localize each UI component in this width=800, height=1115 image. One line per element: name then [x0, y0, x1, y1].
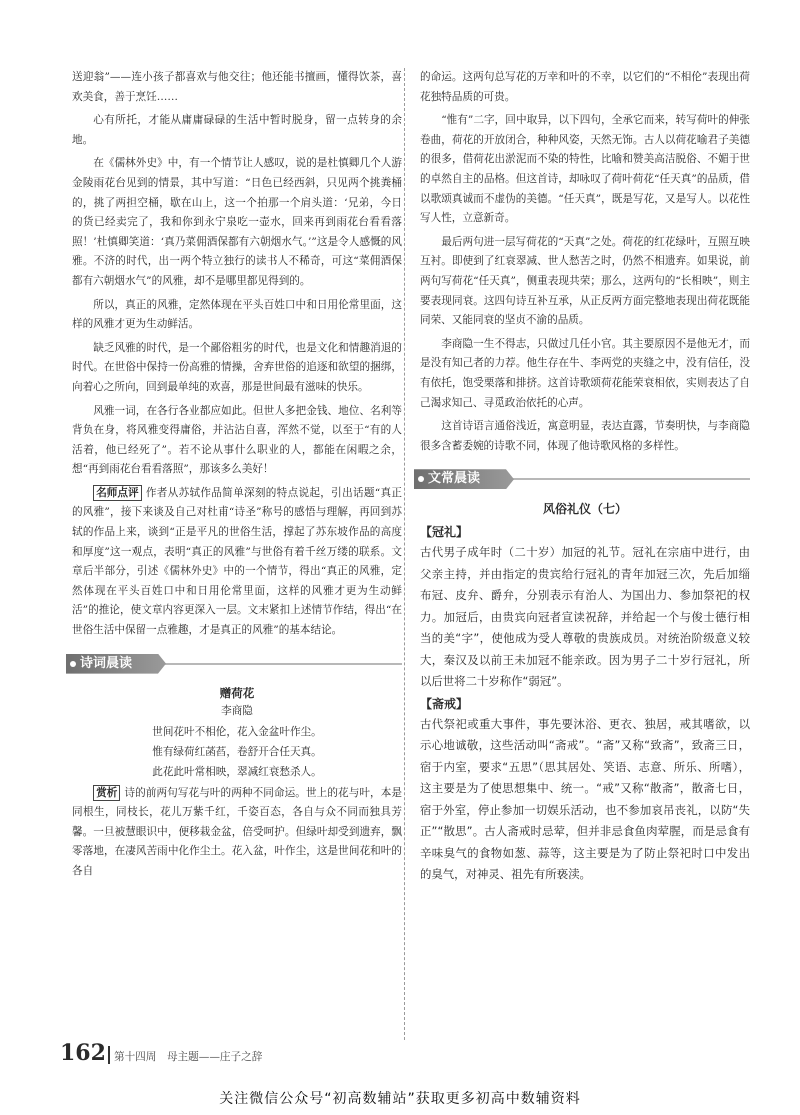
poem-line: 世间花叶不相伦，花入金盆叶作尘。	[152, 725, 322, 738]
etiquette-title: 风俗礼仪（七）	[542, 502, 627, 517]
section-banner-poetry	[66, 651, 402, 677]
banner-label: 诗词晨读	[80, 655, 133, 671]
body-paragraph: 的命运。这两句总写花的万幸和叶的不幸，以它们的“不相伦”表现出荷花独特品质的可贵。	[420, 71, 750, 103]
section-heading: 【斋戒】	[420, 696, 469, 711]
body-paragraph: “惟有”二字，回中取异，以下四句，全承它而来，转写荷叶的伸张卷曲，荷花的开放闭合，种种风姿，天然无饰。古人以荷花喻君子美德的很多，借荷花出淤泥而不染的特性，比喻和赞美高洁脱俗、不媚于世的卓然自主的品格。但这首诗，却咏叹了荷叶荷花“任天真”的品质，借以歌颂真诚而不虚伪的美德。“任天真”，既是写花，又是写人。以花性写人性，立意新奇。	[420, 114, 750, 225]
poem-line: 惟有绿荷红菡萏，卷舒开合任天真。	[152, 745, 322, 758]
page-number: 162	[60, 1040, 106, 1066]
appreciation-text: 诗的前两句写花与叶的两种不同命运。世上的花与叶，本是同根生，同枝长，花儿万紫千红，千姿百态，各自与众不同而独具芳馨。一旦被慧眼识中，便移栽金盆，倍受呵护。但绿叶却受到遗弃，飘零落地，在凄风苦雨中化作尘土。花入盆，叶作尘，这是世间花和叶的各自	[72, 786, 402, 877]
poem-title: 赠荷花	[219, 685, 255, 700]
column-divider	[404, 68, 405, 1040]
body-paragraph: 在《儒林外史》中，有一个情节让人感叹，说的是杜慎卿几个人游金陵雨花台见到的情景，其中写道：“日色已经西斜，只见两个挑粪桶的，挑了两担空桶，歇在山上，这一个拍那一个肩头道：‘兄弟，今日的货已经卖完了，我和你到永宁泉吃一壶水，回来再到雨花台看看落照！’杜慎卿笑道：‘真乃菜佣酒保都有六朝烟水气。’”这是令人感慨的风雅。不济的时代，出一两个特立独行的读书人不稀奇，可这“菜佣酒保都有六朝烟水气”的风雅，却不是哪里都见得到的。	[72, 157, 402, 287]
body-paragraph: 最后两句进一层写荷花的“天真”之处。荷花的红花绿叶，互照互映互衬。即使到了红衰翠减、世人愁苦之时，仍然不相遗弃。如果说，前两句写荷花“任天真”，侧重表现共荣；那么，这两句的“长相映”，则主要表现同衰。这四句诗互补互承，从正反两方面完整地表现出荷花既能同荣、又能同衰的坚贞不渝的品质。	[420, 235, 750, 327]
banner-dot-icon	[70, 661, 76, 667]
review-text: 作者从苏轼作品简单深刻的特点说起，引出话题“真正的风雅”，接下来谈及自己对杜甫“诗圣”称号的感悟与理解，再回到苏轼的作品上来，谈到“正是平凡的世俗生活，撑起了苏东坡作品的高度和厚度”这一观点，表明“真正的风雅”与世俗有着千丝万缕的联系。文章后半部分，引述《儒林外史》中的一个情节，得出“真正的风雅，定然体现在平头百姓口中和日用伦常里面，这样的风雅才更为生动鲜活”的推论，使文章内容更深入一层。文末紧扣上述情节作结，得出“在世俗生活中保留一点雅趣，才是真正的风雅”的基本结论。	[72, 486, 402, 637]
footer-rule	[108, 1046, 110, 1064]
body-paragraph: 李商隐一生不得志，只做过几任小官。其主要原因不是他无才，而是没有知己者的力荐。他生存在牛、李两党的夹缝之中，没有信任，没有依托，饱受栗落和排挤。这首诗歌颂荷花能荣衰相依，实则表达了自己渴求知己、寻觅政治依托的心声。	[420, 337, 750, 409]
banner-rule	[510, 478, 750, 480]
section-banner-literature	[414, 466, 750, 492]
page-footer	[60, 1040, 750, 1068]
banner-rule	[162, 663, 402, 665]
review-tag: 名师点评	[93, 485, 141, 501]
body-paragraph: 所以，真正的风雅，定然体现在平头百姓口中和日用伦常里面，这样的风雅才更为生动鲜活。	[72, 298, 402, 331]
poem-line: 此花此叶常相映，翠减红衰愁杀人。	[152, 765, 322, 778]
body-paragraph: 心有所托，才能从庸庸碌碌的生活中暂时脱身，留一点转身的余地。	[72, 114, 402, 146]
section-text: 古代祭祀或重大事件，事先要沐浴、更衣、独居，戒其嗜欲，以示心地诚敬，这些活动叫“斋戒”。“斋”又称“致斋”，致斋三日，宿于内室，要求“五思”（思其居处、笑语、志意、所乐、所嗜），这主要是为了使思想集中、统一。“戒”又称“散斋”，散斋七日，宿于外室，停止参加一切娱乐活动，也不参加哀吊丧礼，以防“失正”“散思”。古人斋戒时忌荤，但并非忌食鱼肉荤腥，而是忌食有辛味臭气的食物如葱、蒜等，这主要是为了防止祭祀时口中发出的臭气，对神灵、祖先有所亵渎。	[420, 716, 750, 882]
banner-label: 文常晨读	[428, 471, 481, 487]
appreciation	[72, 784, 402, 882]
body-paragraph: 送迎翁”——连小孩子都喜欢与他交往；他还能书擅画，懂得饮茶，喜欢美食，善于烹饪……	[72, 71, 402, 103]
running-footer: 第十四周 母主题——庄子之辞	[114, 1051, 263, 1063]
left-column	[72, 68, 402, 886]
body-paragraph: 缺乏风雅的时代，是一个鄙俗粗劣的时代，也是文化和情趣消退的时代。在世俗中保持一份高雅的情操，舍弃世俗的追逐和欲望的捆绑，向着心之所向，回到最单纯的欢喜，那是世间最有滋味的快乐。	[72, 341, 402, 393]
section-text: 古代男子成年时（二十岁）加冠的礼节。冠礼在宗庙中进行，由父亲主持，并由指定的贵宾给行冠礼的青年加冠三次，先后加缁布冠、皮弁、爵弁，分别表示有治人、为国出力、参加祭祀的权力。加冠后，由贵宾向冠者宣读祝辞，并给起一个与俊士德行相当的美“字”，使他成为受人尊敬的贵族成员。对统治阶级意义较大，秦汉及以前王未加冠不能亲政。因为男子二十岁行冠礼，所以后世将二十岁称作“弱冠”。	[420, 545, 750, 689]
poem-author: 李商隐	[221, 704, 253, 717]
appreciation-tag: 赏析	[93, 785, 120, 801]
right-column	[420, 68, 750, 886]
body-paragraph: 这首诗语言通俗浅近，寓意明显，表达直露，节奏明快，与李商隐很多含蓄委婉的诗歌不同，体现了他诗歌风格的多样性。	[420, 420, 750, 452]
section-heading: 【冠礼】	[420, 525, 469, 540]
etiquette-content	[420, 523, 750, 886]
teacher-review	[72, 484, 402, 641]
body-paragraph: 风雅一词，在各行各业都应如此。但世人多把金钱、地位、名利等背负在身，将风雅变得庸俗，并沾沾自喜，浑然不觉，以至于“有的人活着，他已经死了”。若不论从事什么职业的人，都能在闲暇之余，想“再到雨花台看看落照”，那该多么美好！	[72, 404, 402, 476]
promo-banner: 关注微信公众号“初高数辅站”获取更多初高中数辅资料	[219, 1091, 581, 1107]
